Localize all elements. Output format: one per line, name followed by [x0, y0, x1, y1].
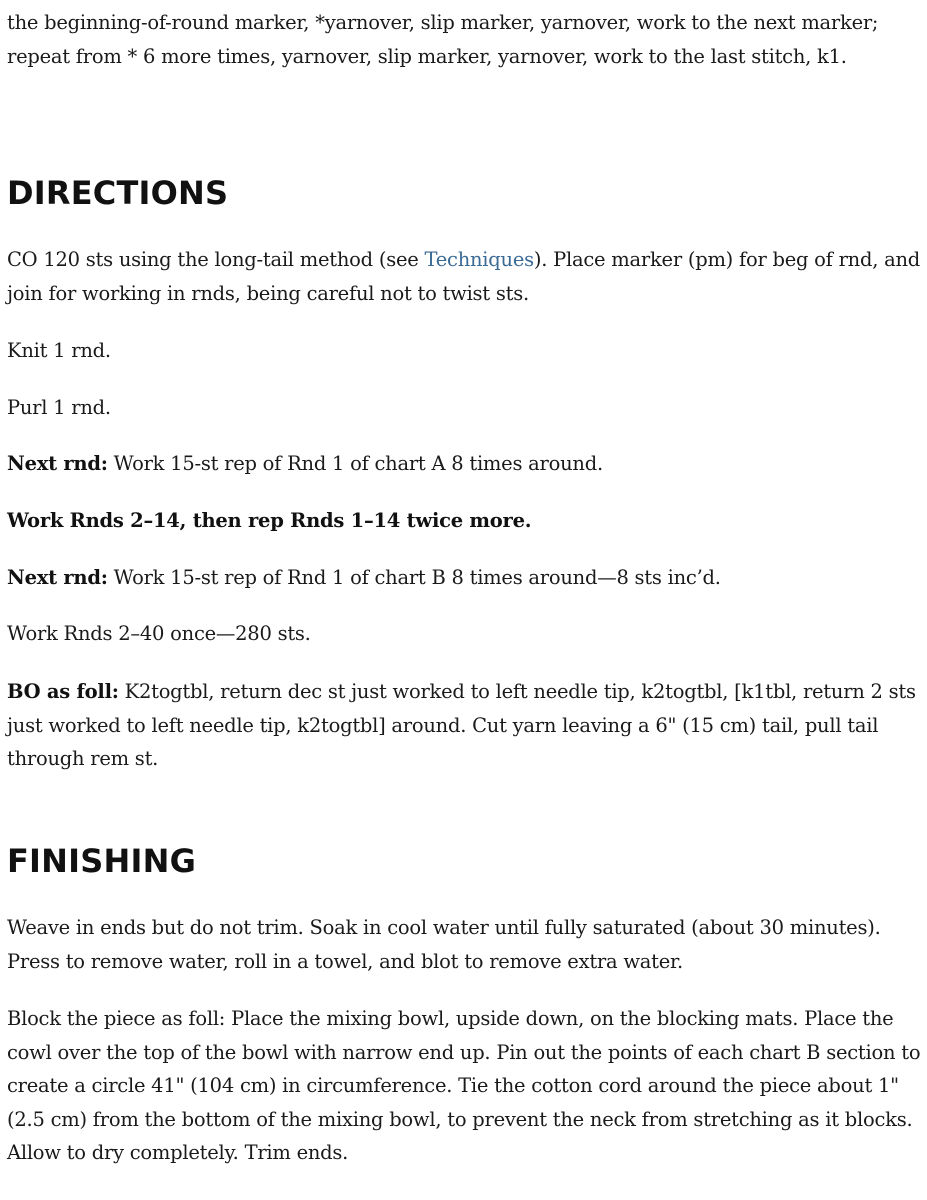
next-round-chart-b-text: Work 15-st rep of Rnd 1 of chart B 8 times around—8 sts inc’d.	[107, 566, 721, 589]
purl-round-paragraph: Purl 1 rnd.	[7, 396, 111, 419]
next-round-label: Next rnd:	[7, 566, 108, 589]
finishing-heading: FINISHING	[7, 842, 197, 880]
weave-ends-paragraph: Weave in ends but do not trim. Soak in cool water until fully saturated (about 30 minutes). Press to remove water, roll in a towel, and blot to remove extra water.	[7, 916, 881, 973]
next-round-chart-a-text: Work 15-st rep of Rnd 1 of chart A 8 times around.	[107, 452, 603, 475]
next-round-chart-b-paragraph	[7, 561, 721, 595]
knit-round-paragraph: Knit 1 rnd.	[7, 339, 111, 362]
intro-paragraph: the beginning-of-round marker, *yarnover, slip marker, yarnover, work to the next marker; repeat from * 6 more times, yarnover, slip marker, yarnover, work to the last stitch, k1.	[7, 11, 879, 68]
work-chart-b-paragraph: Work Rnds 2–40 once—280 sts.	[7, 622, 311, 645]
next-round-chart-a-paragraph	[7, 447, 603, 481]
work-rounds-paragraph	[7, 504, 531, 538]
blocking-paragraph: Block the piece as foll: Place the mixing bowl, upside down, on the blocking mats. Place the cowl over the top of the bowl with narrow end up. Pin out the points of each chart B section to create a circle 41" (104 cm) in circumference. Tie the cotton cord around the piece about 1" (2.5 cm) from the bottom of the mixing bowl, to prevent the neck from stretching as it blocks. Allow to dry completely. Trim ends.	[7, 1007, 921, 1164]
bind-off-text: K2togtbl, return dec st just worked to left needle tip, k2togtbl, [k1tbl, return 2 sts just worked to left needle tip, k2togtbl] around. Cut yarn leaving a 6" (15 cm) tail, pull tail through rem st.	[7, 680, 916, 770]
directions-heading: DIRECTIONS	[7, 174, 229, 212]
techniques-link[interactable]: Techniques	[424, 248, 534, 271]
bind-off-label: BO as foll:	[7, 680, 119, 703]
next-round-label: Next rnd:	[7, 452, 108, 475]
cast-on-paragraph	[7, 243, 921, 310]
work-rounds-text: Work Rnds 2–14, then rep Rnds 1–14 twice more.	[7, 509, 532, 532]
bind-off-paragraph	[7, 675, 921, 776]
cast-on-text-start: CO 120 sts using the long-tail method (see	[7, 248, 425, 271]
cast-on-text-end: ). Place marker (pm) for beg of rnd, and join for working in rnds, being careful not to twist sts.	[7, 248, 921, 305]
